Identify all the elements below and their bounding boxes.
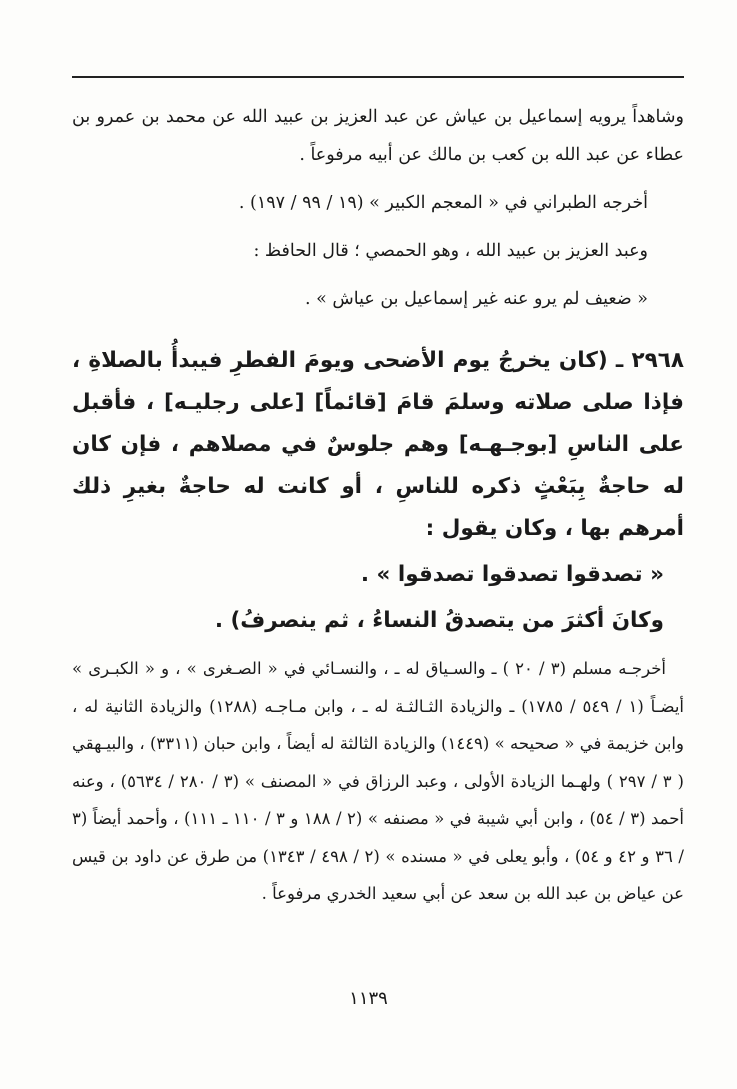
page-body <box>72 98 684 913</box>
intro-hafiz-quote: « ضعيف لم يرو عنه غير إسماعيل بن عياش » . <box>304 289 648 309</box>
header-rule <box>72 76 684 78</box>
hadith-quote: « تصدقوا تصدقوا تصدقوا » . <box>360 562 664 587</box>
page-number: ١١٣٩ <box>349 988 388 1009</box>
intro-witness-paragraph: وشاهداً يرويه إسماعيل بن عياش عن عبد العزيز بن عبيد الله عن محمد بن عمرو بن عطاء عن عبد الله بن كعب بن مالك عن أبيه مرفوعاً . <box>72 107 684 165</box>
takhrij-paragraph: أخرجـه مسلم (٣ / ٢٠ ) ـ والسـياق له ـ ، والنسـائي في « الصـغرى » ، و « الكبـرى » أيضـاً (١ / ٥٤٩ / ١٧٨٥) ـ والزيادة الثـالثـة له ـ ، وابن مـاجـه (١٢٨٨) والزيادة الثانية له ، وابن خزيمة في « صحيحه » (١٤٤٩) والزيادة الثالثة له أيضاً ، وابن حبان (٣٣١١) ، والبيـهقي ( ٣ / ٢٩٧ ) ولهـما الزيادة الأولى ، وعبد الرزاق في « المصنف » (٣ / ٢٨٠ / ٥٦٣٤) ، وعنه أحمد (٣ / ٥٤) ، وابن أبي شيبة في « مصنفه » (٢ / ١٨٨ و ٣ / ١١٠ ـ ١١١) ، وأحمد أيضاً (٣ / ٣٦ و ٤٢ و ٥٤) ، وأبو يعلى في « مسنده » (٢ / ٤٩٨ / ١٣٤٣) من طرق عن داود بن قيس عن عياض بن عبد الله بن سعد عن أبي سعيد الخدري مرفوعاً . <box>72 659 684 903</box>
hadith-ending: وكانَ أكثرَ من يتصدقُ النساءُ ، ثم ينصرفُ) . <box>214 608 664 633</box>
intro-narrator-line: وعبد العزيز بن عبيد الله ، وهو الحمصي ؛ قال الحافظ : <box>253 241 648 261</box>
hadith-text: ٢٩٦٨ ـ (كان يخرجُ يوم الأضحى ويومَ الفطرِ فيبدأُ بالصلاةِ ، فإذا صلى صلاته وسلمَ قامَ [قائماً] [على رجليـه] ، فأقبل على الناسِ [بوجـهـه] وهم جلوسٌ في مصلاهم ، فإن كان له حاجةٌ بِبَعْثٍ ذكره للناسِ ، أو كانت له حاجةٌ بغيرِ ذلك أمرهم بها ، وكان يقول : <box>72 348 684 541</box>
intro-tabarani-line: أخرجه الطبراني في « المعجم الكبير » (١٩ / ٩٩ / ١٩٧) . <box>238 193 648 213</box>
